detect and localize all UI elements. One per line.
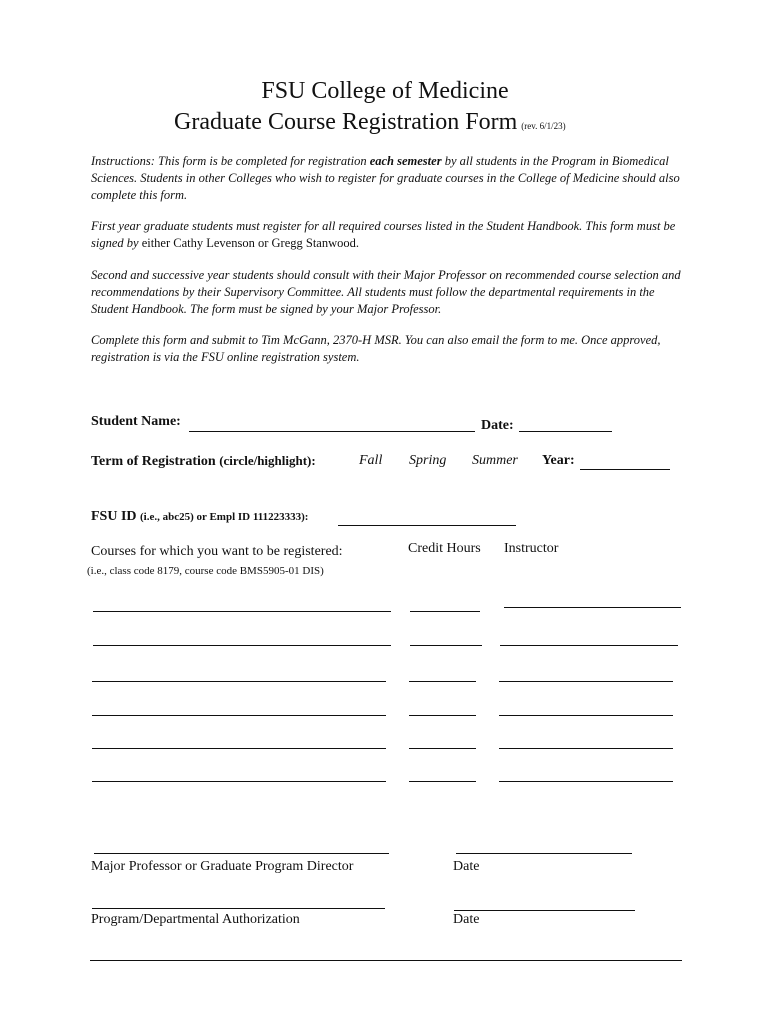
course-line-5[interactable] xyxy=(92,748,386,749)
first-year-signers: either Cathy Levenson or Gregg Stanwood. xyxy=(138,236,359,250)
course-line-1[interactable] xyxy=(93,611,391,612)
instructions-paragraph-3: Second and successive year students should consult with their Major Professor on recommended course selection and recommendations by their Supervisory Committee. All students must follow the departmental requirements in the Student Handbook. The form must be signed by your Major Professor. xyxy=(91,268,681,316)
term-option-spring[interactable]: Spring xyxy=(409,453,447,468)
term-hint: (circle/highlight): xyxy=(219,453,316,468)
program-authorization-signature-line[interactable] xyxy=(92,908,385,909)
course-line-4[interactable] xyxy=(92,715,386,716)
courses-example: (i.e., class code 8179, course code BMS5905-01 DIS) xyxy=(87,565,324,577)
instructions-paragraph-4: Complete this form and submit to Tim McGann, 2370-H MSR. You can also email the form to me. Once approved, registration is via the FSU online registration system. xyxy=(91,333,661,364)
student-name-label: Student Name: xyxy=(91,414,181,429)
instructor-line-5[interactable] xyxy=(499,748,673,749)
instructor-line-1[interactable] xyxy=(504,607,681,608)
course-line-2[interactable] xyxy=(93,645,391,646)
fsu-id-label xyxy=(91,509,308,525)
major-professor-label: Major Professor or Graduate Program Director xyxy=(91,859,354,874)
instructions-paragraph-1 xyxy=(91,153,691,204)
instructions-text-cont: by all students in the Program in Biomedical Sciences. Students in other Colleges who wish to register for graduate courses in the College of Medicine should also complete this form. xyxy=(91,154,680,202)
credit-hours-line-6[interactable] xyxy=(409,781,476,782)
course-line-6[interactable] xyxy=(92,781,386,782)
date2-signature-line[interactable] xyxy=(454,910,635,911)
date-field[interactable] xyxy=(519,431,612,432)
year-field[interactable] xyxy=(580,469,670,470)
instructions-paragraph-2 xyxy=(91,218,691,252)
credit-hours-line-2[interactable] xyxy=(410,645,482,646)
date-label: Date: xyxy=(481,418,514,433)
courses-heading: Courses for which you want to be registered: xyxy=(91,544,343,559)
major-professor-signature-line[interactable] xyxy=(94,853,389,854)
date2-label: Date xyxy=(453,912,480,927)
credit-hours-line-4[interactable] xyxy=(409,715,476,716)
instructions-emphasis: each semester xyxy=(369,154,442,168)
revision-date: (rev. 6/1/23) xyxy=(521,121,566,131)
term-option-summer[interactable]: Summer xyxy=(472,453,518,468)
course-line-3[interactable] xyxy=(92,681,386,682)
date1-label: Date xyxy=(453,859,480,874)
fsu-id-label-text: FSU ID xyxy=(91,509,137,524)
credit-hours-line-3[interactable] xyxy=(409,681,476,682)
instructor-line-2[interactable] xyxy=(500,645,678,646)
credit-hours-line-5[interactable] xyxy=(409,748,476,749)
instructor-heading: Instructor xyxy=(504,541,559,556)
bottom-divider xyxy=(90,960,682,961)
credit-hours-line-1[interactable] xyxy=(410,611,480,612)
form-subtitle-text: Graduate Course Registration Form xyxy=(174,109,518,135)
fsu-id-field[interactable] xyxy=(338,525,516,526)
date1-signature-line[interactable] xyxy=(456,853,632,854)
credit-hours-heading: Credit Hours xyxy=(408,541,481,556)
program-authorization-label: Program/Departmental Authorization xyxy=(91,912,300,927)
form-subtitle xyxy=(174,109,566,136)
term-option-fall[interactable]: Fall xyxy=(359,453,383,468)
year-label: Year: xyxy=(542,453,575,468)
fsu-id-hint: (i.e., abc25) or Empl ID 111223333): xyxy=(140,511,309,523)
term-label xyxy=(91,453,316,470)
instructor-line-6[interactable] xyxy=(499,781,673,782)
term-label-text: Term of Registration xyxy=(91,454,216,469)
form-title: FSU College of Medicine xyxy=(261,78,509,104)
instructor-line-4[interactable] xyxy=(499,715,673,716)
student-name-field[interactable] xyxy=(189,431,475,432)
instructor-line-3[interactable] xyxy=(499,681,673,682)
first-year-text: First year graduate students must register for all required courses listed in the Student Handbook. This form must be signed by xyxy=(91,219,676,250)
instructions-text: Instructions: This form is be completed for registration xyxy=(91,154,370,168)
